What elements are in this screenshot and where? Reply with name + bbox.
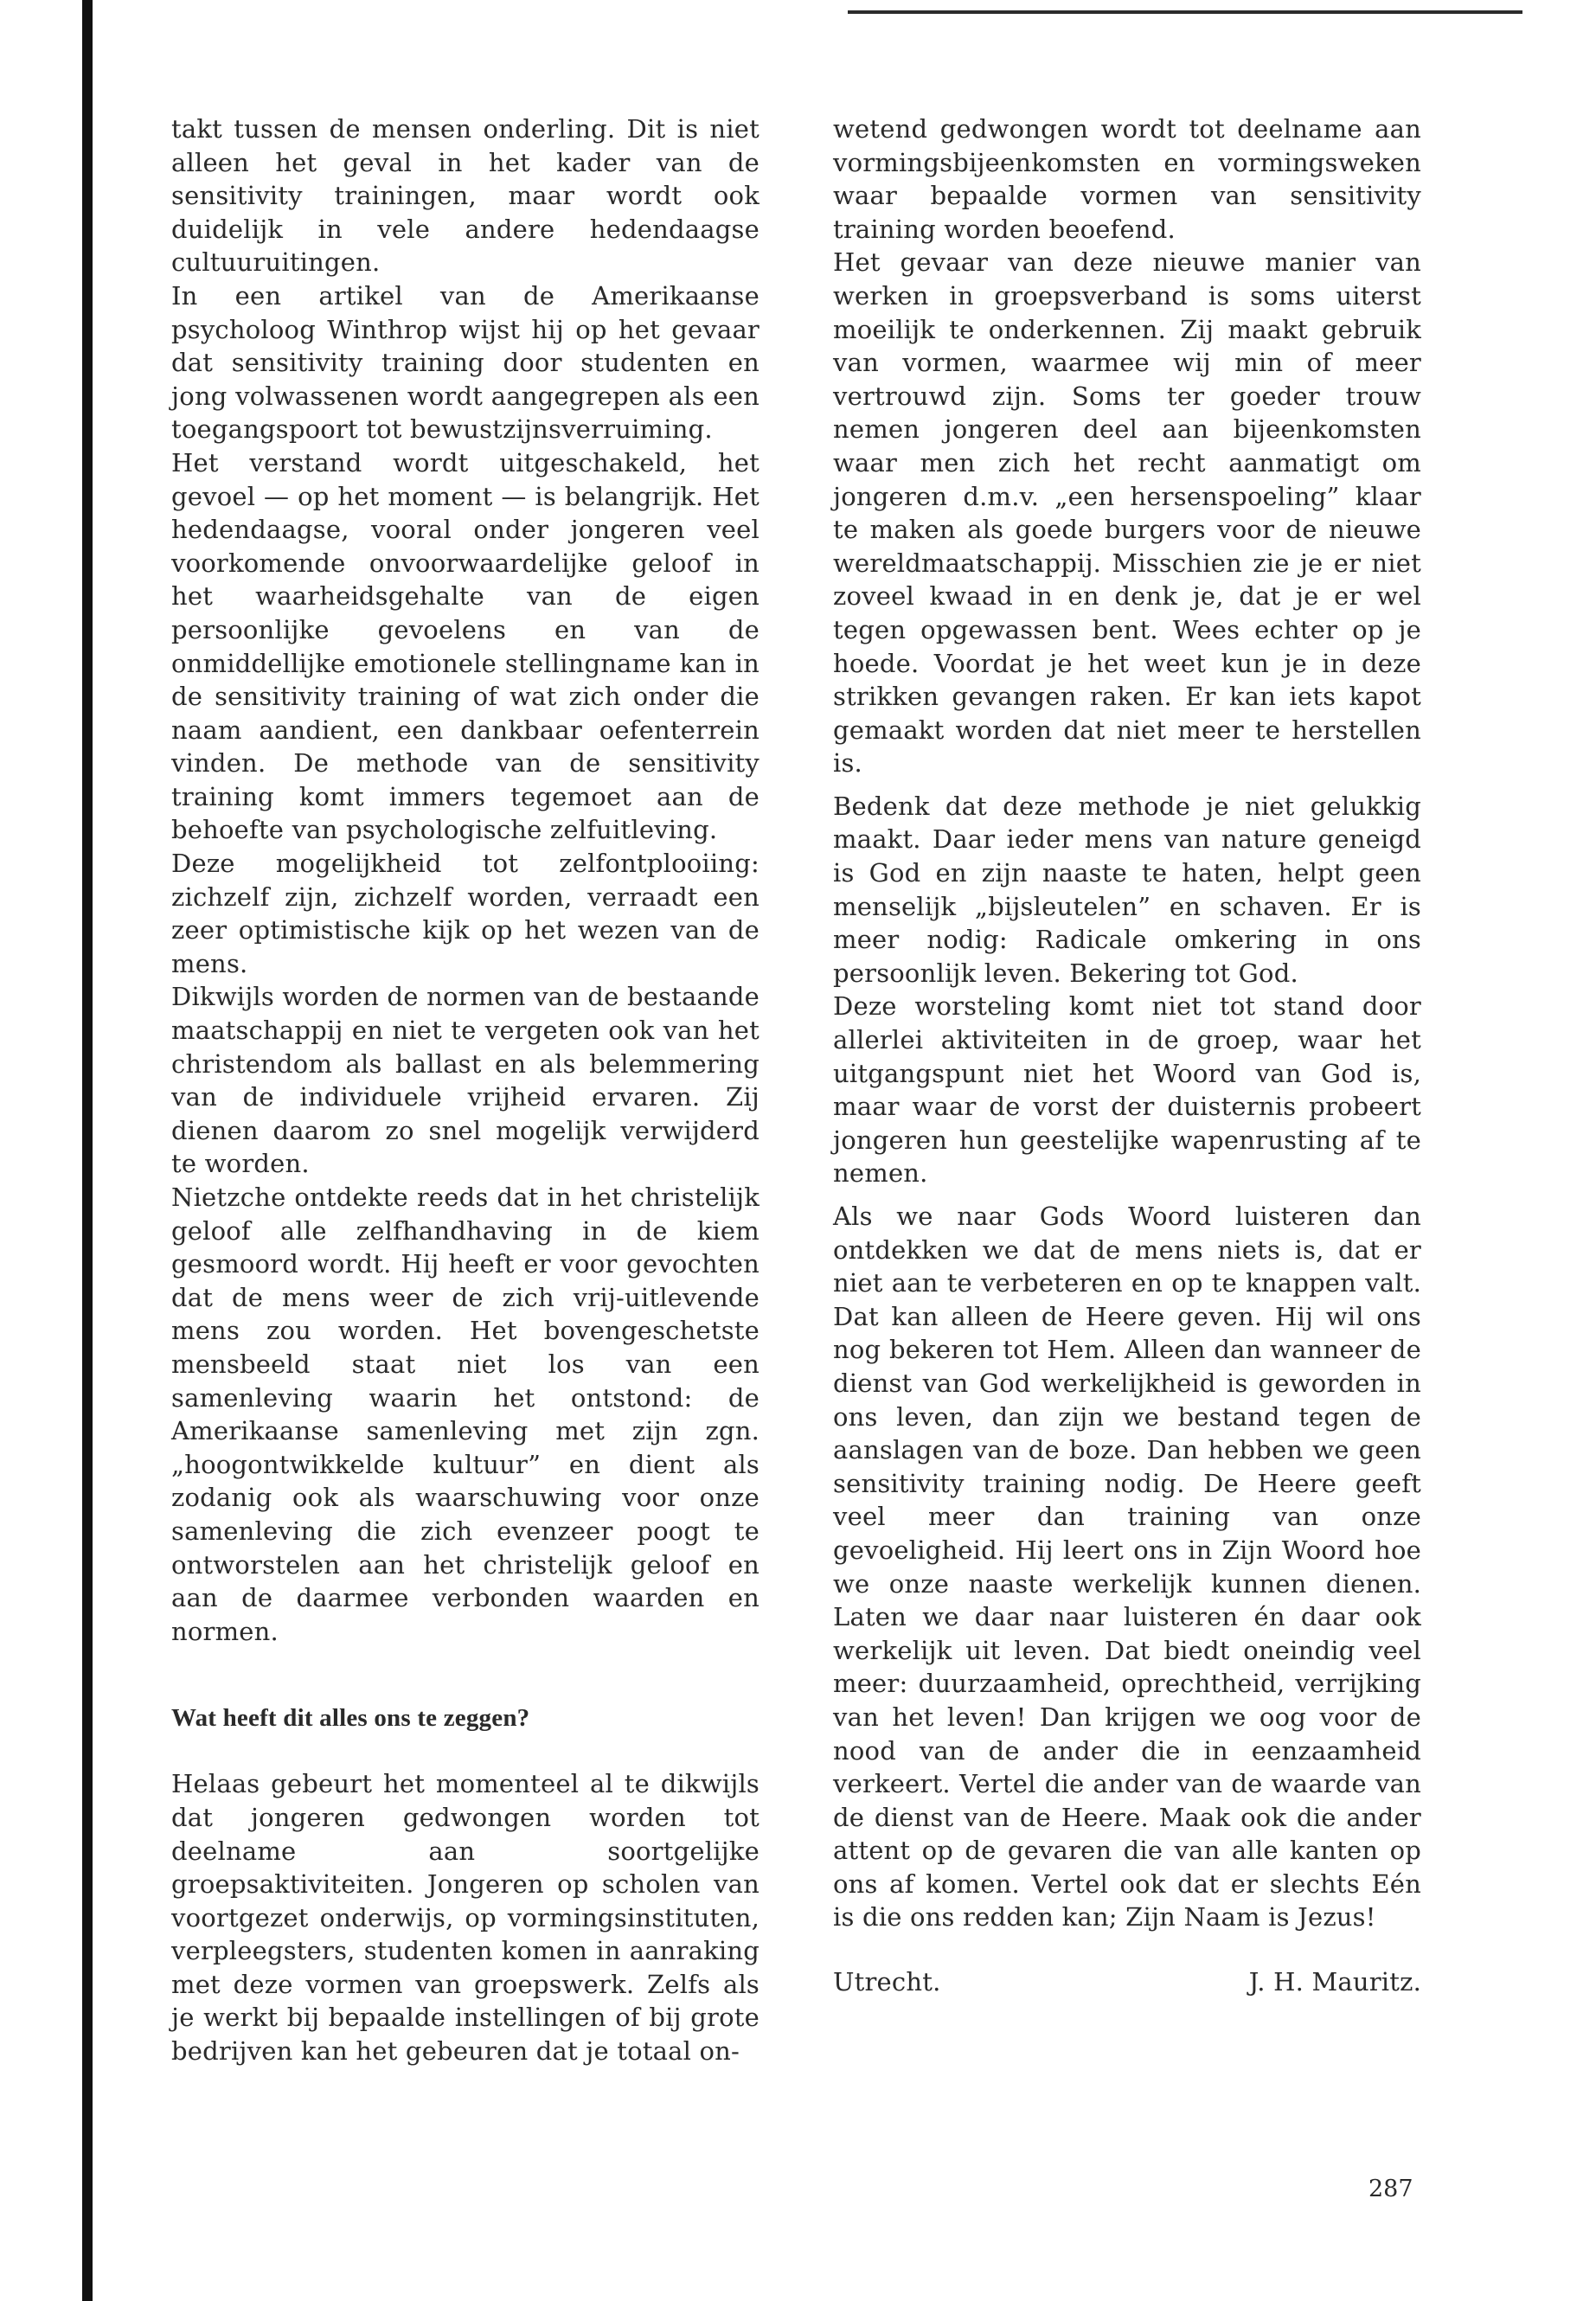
- right-column: [833, 112, 1421, 1999]
- right-paragraph-4: Deze worsteling komt niet tot stand door allerlei aktiviteiten in de groep, waar het uitgangspunt niet het Woord van God is, maar waar de vorst der duisternis probeert jongeren hun geestelijke wapenrusting af te nemen.: [833, 991, 1421, 1189]
- right-paragraph-2: Het gevaar van deze nieuwe manier van werken in groepsverband is soms uiterst moeilijk te onderkennen. Zij maakt gebruik van vormen, waarmee wij min of meer vertrouwd zijn. Soms ter goeder trouw nemen jongeren deel aan bijeenkomsten waar men zich het recht aanmatigt om jongeren d.m.v. „een hersenspoeling” klaar te maken als goede burgers voor de nieuwe wereldmaatschappij. Misschien zie je er niet zoveel kwaad in en denk je, dat je er wel tegen opgewassen bent. Wees echter op je hoede. Voordat je het weet kun je in deze strikken gevangen raken. Er kan iets kapot gemaakt worden dat niet meer te herstellen is.: [833, 247, 1421, 779]
- right-paragraph-5: Als we naar Gods Woord luisteren dan ontdekken we dat de mens niets is, dat er niet aan te verbeteren en op te knappen valt. Dat kan alleen de Heere geven. Hij wil ons nog bekeren tot Hem. Alleen dan wanneer de dienst van God werkelijkheid is geworden in ons leven, dan zijn we bestand tegen de aanslagen van de boze. Dan hebben we geen sensitivity training nodig. De Heere geeft veel meer dan training van onze gevoeligheid. Hij leert ons in Zijn Woord hoe we onze naaste werkelijk kunnen dienen. Laten we daar naar luisteren én daar ook werkelijk uit leven. Dat biedt oneindig veel meer: duurzaamheid, oprechtheid, verrijking van het leven! Dan krijgen we oog voor de nood van de ander die in eenzaamheid verkeert. Vertel die ander van de waarde van de dienst van de Heere. Maak ook die ander attent op de gevaren die van alle kanten op ons af komen. Vertel ook dat er slechts Eén is die ons redden kan; Zijn Naam is Jezus!: [833, 1202, 1421, 1932]
- right-paragraph-1: wetend gedwongen wordt tot deelname aan vormingsbijeenkomsten en vormingsweken waar bepaalde vormen van sensitivity training worden beoefend.: [833, 114, 1421, 244]
- left-column: [171, 112, 760, 2068]
- left-paragraph-6: Nietzche ontdekte reeds dat in het christelijk geloof alle zelfhandhaving in de kiem gesmoord wordt. Hij heeft er voor gevochten dat de mens weer de zich vrij-uitlevende mens zou worden. Het bovengeschetste mensbeeld staat niet los van een samenleving waarin het ontstond: de Amerikaanse samenleving met zijn zgn. „hoogontwikkelde kultuur” en dient als zodanig ook als waarschuwing voor onze samenleving die zich evenzeer poogt te ontworstelen aan het christelijk geloof en aan de daarmee verbonden waarden en normen.: [171, 1183, 760, 1646]
- page-number: 287: [1368, 2176, 1413, 2202]
- left-paragraph-4: Deze mogelijkheid tot zelfontplooiing: zichzelf zijn, zichzelf worden, verraadt een zeer optimistische kijk op het wezen van de mens.: [171, 849, 760, 978]
- signature-author: J. H. Mauritz.: [1248, 1967, 1421, 1997]
- left-paragraph-5: Dikwijls worden de normen van de bestaande maatschappij en niet te vergeten ook van het christendom als ballast en als belemmering van de individuele vrijheid ervaren. Zij dienen daarom zo snel mogelijk verwijderd te worden.: [171, 982, 760, 1179]
- left-paragraph-2: In een artikel van de Amerikaanse psycholoog Winthrop wijst hij op het gevaar dat sensitivity training door studenten en jong volwassenen wordt aangegrepen als een toegangspoort tot bewustzijnsverruiming.: [171, 280, 760, 445]
- left-paragraph-1: takt tussen de mensen onderling. Dit is niet alleen het geval in het kader van de sensitivity trainingen, maar wordt ook duidelijk in vele andere hedendaagse cultuuruitingen.: [171, 114, 760, 278]
- signature-line: [833, 1965, 1421, 1999]
- section-heading: Wat heeft dit alles ons te zeggen?: [171, 1704, 530, 1733]
- scan-left-border: [82, 0, 93, 2301]
- right-paragraph-3: Bedenk dat deze methode je niet gelukkig maakt. Daar ieder mens van nature geneigd is God en zijn naaste te haten, helpt geen menselijk „bijsleutelen” en schaven. Er is meer nodig: Radicale omkering in ons persoonlijk leven. Bekering tot God.: [833, 791, 1421, 988]
- left-paragraph-3: Het verstand wordt uitgeschakeld, het gevoel — op het moment — is belangrijk. Het hedendaagse, vooral onder jongeren veel voorkomende onvoorwaardelijke geloof in het waarheidsgehalte van de eigen persoonlijke gevoelens en van de onmiddellijke emotionele stellingname kan in de sensitivity training of wat zich onder die naam aandient, een dankbaar oefenterrein vinden. De methode van de sensitivity training komt immers tegemoet aan de behoefte van psychologische zelfuitleving.: [171, 447, 760, 845]
- left-paragraph-7: Helaas gebeurt het momenteel al te dikwijls dat jongeren gedwongen worden tot deelname aan soortgelijke groepsaktiviteiten. Jongeren op scholen van voortgezet onderwijs, op vormingsinstituten, verpleegsters, studenten komen in aanraking met deze vormen van groepswerk. Zelfs als je werkt bij bepaalde instellingen of bij grote bedrijven kan het gebeuren dat je totaal on-: [171, 1769, 760, 2067]
- top-rule: [848, 10, 1522, 14]
- signature-place: Utrecht.: [833, 1967, 941, 1997]
